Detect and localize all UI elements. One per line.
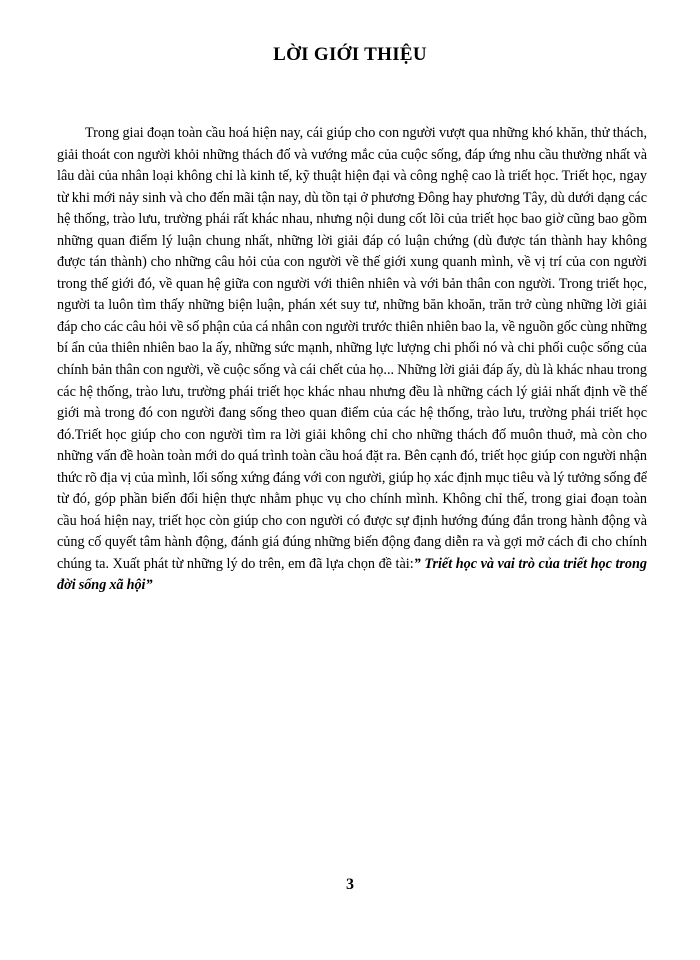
- page-title: LỜI GIỚI THIỆU: [273, 44, 427, 65]
- essay-subject: ” Triết học và vai trò của triết học trong đời sống xã hội”: [57, 555, 647, 594]
- page-number: 3: [346, 876, 354, 893]
- introduction-paragraph: [57, 123, 647, 597]
- paragraph-text: Trong giai đoạn toàn cầu hoá hiện nay, cái giúp cho con người vượt qua những khó khăn, thử thách, giải thoát con người khỏi những thách đố và vướng mắc của cuộc sống, đáp ứng nhu cầu thường nhất và lâu dài của nhân loại không chỉ là kinh tế, kỹ thuật hiện đại và công nghệ cao là triết học. Triết học, ngay từ khi mới nảy sinh và cho đến mãi tận nay, dù tồn tại ở phương Đông hay phương Tây, dù dưới dạng các hệ thống, trào lưu, trường phái rất khác nhau, nhưng nội dung cốt lõi của triết học bao giờ cũng bao gồm những quan điểm lý luận chung nhất, những lời giải đáp có luận chứng (dù được tán thành hay không được tán thành) cho những câu hỏi của con người về thế giới xung quanh mình, về vị trí của con người trong thế giới đó, về quan hệ giữa con người với thiên nhiên và với bản thân con người. Trong triết học, người ta luôn tìm thấy những biện luận, phán xét suy tư, những băn khoăn, trăn trở cùng những lời giải đáp cho các câu hỏi về số phận của cá nhân con người trước thiên nhiên bao la, về nguồn gốc cùng những bí ẩn của thiên nhiên bao la ấy, những sức mạnh, những lực lượng chi phối nó và chi phối cuộc sống của chính bản thân con người, về cuộc sống và cái chết của họ... Những lời giải đáp ấy, dù là khác nhau trong các hệ thống, trào lưu, trường phái triết học khác nhau nhưng đều là những cách lý giải nhất định về thế giới mà trong đó con người đang sống theo quan điểm của các hệ thống, trào lưu, trường phái triết học đó.Triết học giúp cho con người tìm ra lời giải không chỉ cho những thách đố muôn thuở, mà còn cho những vấn đề hoàn toàn mới do quá trình toàn cầu hoá đặt ra. Bên cạnh đó, triết học giúp con người nhận thức rõ địa vị của mình, lối sống xứng đáng với con người, giúp họ xác định mục tiêu và lý tưởng sống để từ đó, góp phần biến đổi hiện thực nhằm phục vụ cho chính mình. Không chỉ thế, trong giai đoạn toàn cầu hoá hiện nay, triết học còn giúp cho con người có được sự định hướng đúng đắn trong hành động và củng cố quyết tâm hành động, đánh giá đúng những biến động đang diễn ra và gợi mở cách đi cho chính chúng ta. Xuất phát từ những lý do trên, em đã lựa chọn đề tài:: [57, 125, 647, 572]
